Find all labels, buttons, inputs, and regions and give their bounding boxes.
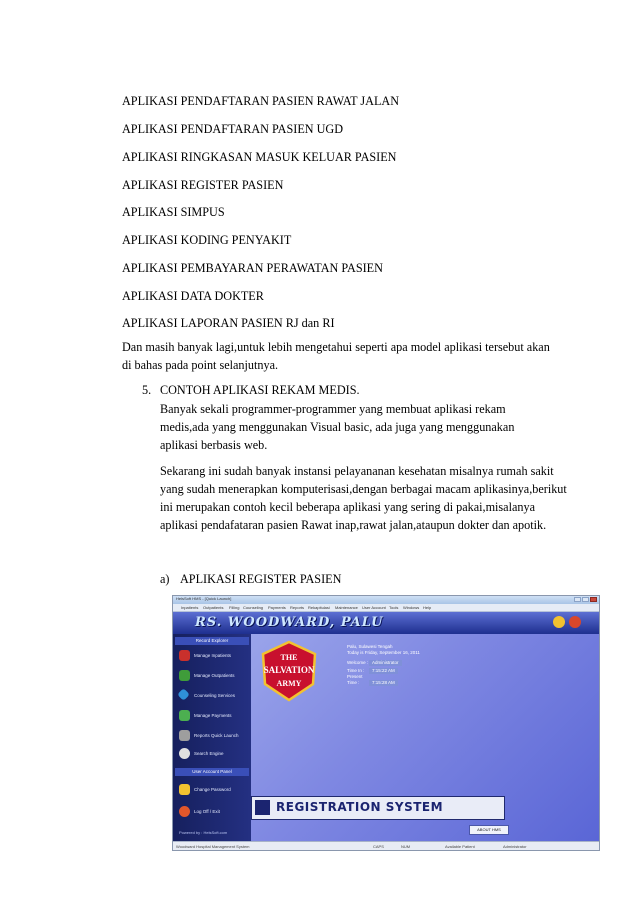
today-text: Today is Friday, September 16, 2011 [347,650,420,655]
user-account-panel-header: User Account Panel [175,768,249,776]
section-title: CONTOH APLIKASI REKAM MEDIS. [160,383,360,397]
list-item: APLIKASI RINGKASAN MASUK KELUAR PASIEN [122,150,397,164]
registration-title: REGISTRATION SYSTEM [276,800,444,814]
sidebar [173,634,251,850]
minimize-button[interactable] [574,597,581,602]
menu-tools[interactable]: Tools [389,605,399,610]
logo-word-2: SALVATION [263,665,315,675]
list-item: APLIKASI PENDAFTARAN PASIEN UGD [122,122,344,136]
menu-payments[interactable]: Payments [268,605,286,610]
registration-icon [255,800,270,815]
intro-paragraph: Dan masih banyak lagi,untuk lebih mengetahui seperti apa model aplikasi tersebut akan di bahas pada point selanjutnya. [122,340,550,372]
list-item: APLIKASI SIMPUS [122,205,225,219]
status-app-name: Woodward Hospital Management System [176,844,250,849]
subitem-marker: a) [160,572,170,586]
present-time-label: Present Time : [347,674,363,685]
sidebar-item-payments[interactable]: Manage Payments [179,710,249,722]
registration-banner [251,796,505,820]
lock-icon [179,784,190,795]
sidebar-item-reports[interactable]: Reports Quick Launch [179,730,249,742]
window-titlebar [173,596,599,604]
printer-icon [179,730,190,741]
menu-help[interactable]: Help [423,605,432,610]
section-number: 5. [142,383,152,397]
time-in-value: 7:15:22 AM [369,668,398,674]
app-header [173,612,599,634]
menu-reports[interactable]: Reports [290,605,305,610]
logo-word-3: ARMY [276,679,302,688]
power-icon [179,806,190,817]
power-icon[interactable] [569,616,581,628]
window-title: HelsSoft HMS - [Quick Launch] [176,596,232,601]
time-in-label: Time In : [347,668,365,673]
powered-by: Powered by : HelsSoft.com [179,830,228,835]
about-button[interactable]: ABOUT HMS [469,825,509,835]
section-paragraph-2: Sekarang ini sudah banyak instansi pelayananan kesehatan misalnya rumah sakit yang sudah menerapkan komputerisasi,dengan berbagai macam aplikasinya,berikut ini merupakan contoh kecil beberapa aplikasi yang sering di pakai,misalanya aplikasi pendafataran pasien Rawat inap,rawat jalan,ataupun dokter dan apotik. [160,464,567,532]
status-caps: CAPS [373,844,384,849]
welcome-value: Administrator [369,660,402,666]
close-button[interactable] [590,597,597,602]
salvation-army-logo [259,640,319,702]
sidebar-item-log-off[interactable]: Log Off / Exit [179,806,249,818]
session-info [347,644,420,686]
status-num: NUM [401,844,411,849]
location-text: Palu, Sulawesi Tengah [347,644,393,649]
menu-windows[interactable]: Windows [403,605,420,610]
menu-rekapitulasi[interactable]: Rekapitulasi [308,605,330,610]
sidebar-item-search[interactable]: Search Engine [179,748,249,760]
menu-user-account[interactable]: User Account [362,605,386,610]
walking-person-icon [179,670,190,681]
subitem-title: APLIKASI REGISTER PASIEN [180,572,342,586]
menu-filling[interactable]: Filling [229,605,240,610]
menu-counseling[interactable]: Counseling [243,605,264,610]
list-item: APLIKASI LAPORAN PASIEN RJ dan RI [122,316,335,330]
welcome-label: Welcome : [347,660,369,665]
list-item: APLIKASI REGISTER PASIEN [122,178,284,192]
list-item: APLIKASI PENDAFTARAN PASIEN RAWAT JALAN [122,94,400,108]
record-explorer-header: Record Explorer [175,637,249,645]
bed-icon [179,650,190,661]
section-paragraph-1: Banyak sekali programmer-programmer yang membuat aplikasi rekam medis,ada yang menggunakan Visual basic, ada juga yang menggunakan aplikasi berbasis web. [160,402,515,452]
sidebar-item-outpatients[interactable]: Manage Outpatients [179,670,249,682]
status-user: Administrator [503,844,527,849]
list-item: APLIKASI PEMBAYARAN PERAWATAN PASIEN [122,261,383,275]
hospital-brand: RS. WOODWARD, PALU [195,615,384,630]
logo-word-1: THE [280,653,298,662]
status-bar [173,841,599,851]
menu-inpatients[interactable]: Inpatients [181,605,199,610]
present-time-value: 7:15:28 AM [369,680,398,686]
list-item: APLIKASI KODING PENYAKIT [122,233,292,247]
status-available-patient: Available Patient [445,844,475,849]
money-icon [179,710,190,721]
app-screenshot [172,595,600,851]
menu-bar [173,604,599,612]
diamond-icon [177,688,190,701]
menu-maintenance[interactable]: Maintenance [335,605,358,610]
maximize-button[interactable] [582,597,589,602]
sidebar-item-change-password[interactable]: Change Password [179,784,249,796]
sidebar-item-inpatients[interactable]: Manage Inpatients [179,650,249,662]
list-item: APLIKASI DATA DOKTER [122,289,264,303]
menu-outpatients[interactable]: Outpatients [203,605,224,610]
lock-icon[interactable] [553,616,565,628]
search-icon [179,748,190,759]
sidebar-item-counseling[interactable]: Counseling Services [179,690,249,702]
